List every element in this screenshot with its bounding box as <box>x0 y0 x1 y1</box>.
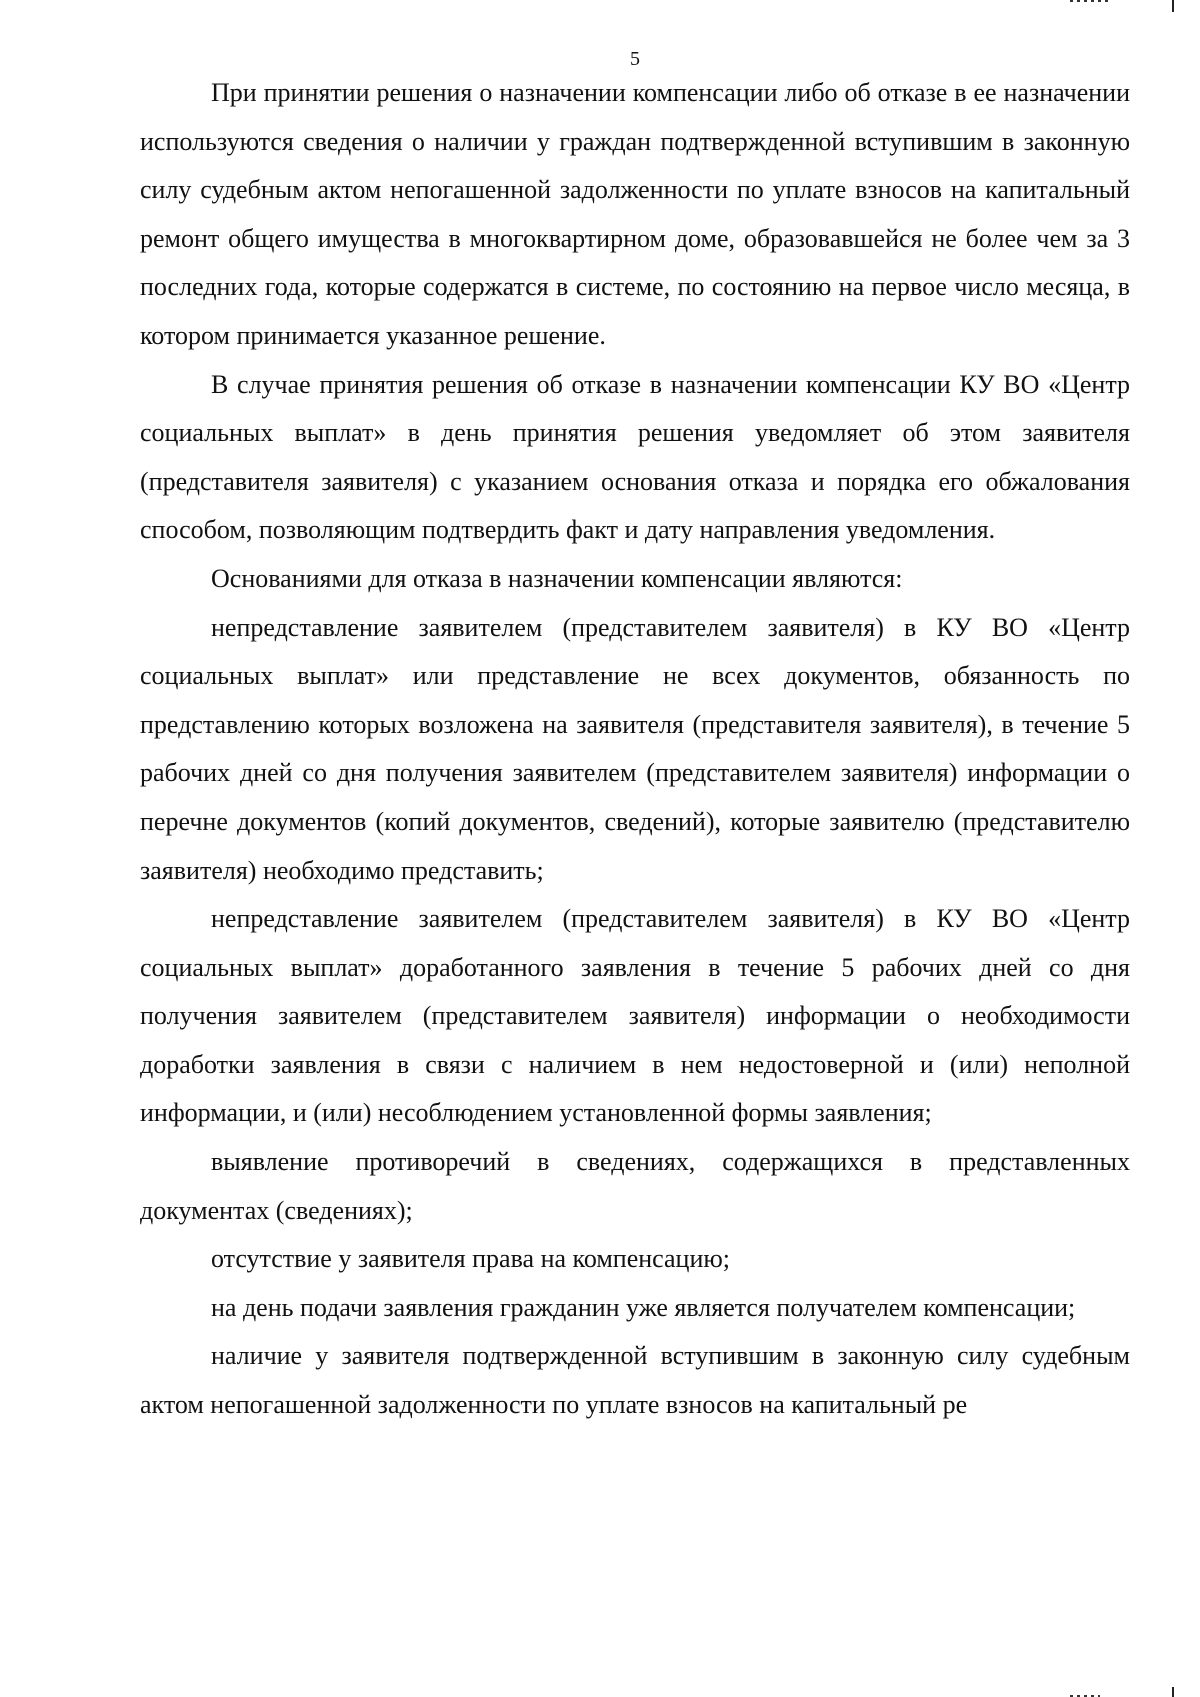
scan-artifact <box>1172 1687 1174 1697</box>
scan-artifact <box>1172 0 1174 12</box>
paragraph: непредставление заявителем (представителем заявителя) в КУ ВО «Центр социальных выплат» доработанного заявления в течение 5 рабочих дней со дня получения заявителем (представителем заявителя) информации о необходимости доработки заявления в связи с наличием в нем недостоверной и (или) неполной информации, и (или) несоблюдением установленной формы заявления; <box>140 904 1130 1128</box>
paragraph: В случае принятия решения об отказе в назначении компенсации КУ ВО «Центр социальных выплат» в день принятия решения уведомляет об этом заявителя (представителя заявителя) с указанием основания отказа и порядка его обжалования способом, позволяющим подтвердить факт и дату направления уведомления. <box>140 369 1130 545</box>
paragraph: выявление противоречий в сведениях, содержащихся в представленных документах (сведениях); <box>140 1147 1130 1225</box>
paragraph: наличие у заявителя подтвержденной вступившим в законную силу судебным актом непогашенной задолженности по уплате взносов на капитальный ре <box>140 1341 1130 1420</box>
paragraph: отсутствие у заявителя права на компенсацию; <box>211 1244 731 1274</box>
paragraph: При принятии решения о назначении компенсации либо об отказе в ее назначении используются сведения о наличии у граждан подтвержденной вступившим в законную силу судебным актом непогашенной задолженности по уплате взносов на капитальный ремонт общего имущества в многоквартирном доме, образовавшейся не более чем за 3 последних года, которые содержатся в системе, по состоянию на первое число месяца, в котором принимается указанное решение. <box>140 78 1130 350</box>
scan-artifact <box>1070 0 1110 2</box>
page-number: 5 <box>630 48 640 70</box>
paragraph: непредставление заявителем (представителем заявителя) в КУ ВО «Центр социальных выплат» или представление не всех документов, обязанность по представлению которых возложена на заявителя (представителя заявителя), в течение 5 рабочих дней со дня получения заявителем (представителем заявителя) информации о перечне документов (копий документов, сведений), которые заявителю (представителю заявителя) необходимо представить; <box>140 612 1130 885</box>
paragraph: Основаниями для отказа в назначении компенсации являются: <box>211 563 903 593</box>
paragraph: на день подачи заявления гражданин уже является получателем компенсации; <box>211 1292 1076 1322</box>
document-body <box>140 69 1130 1430</box>
